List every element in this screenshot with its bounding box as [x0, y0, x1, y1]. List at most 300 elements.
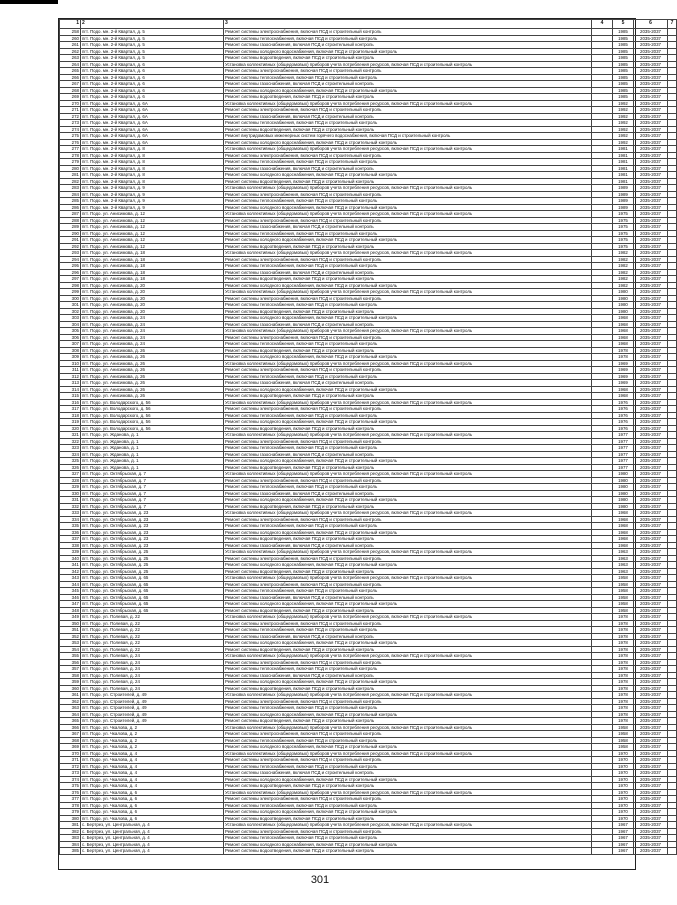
- year-cell: 1963: [613, 555, 634, 562]
- work-description-cell: Ремонт системы электроснабжения, включая ПСД и строительный контроль: [224, 698, 592, 705]
- address-cell: пгт. Подо. ул. Чкалова, д. 4: [81, 783, 224, 790]
- period-cell: 2035-2037: [634, 750, 668, 757]
- row-number-cell: 282: [60, 178, 81, 185]
- address-cell: с. Бертрез, ул. Центральная, д. 4: [81, 835, 224, 842]
- row-number-cell: 311: [60, 367, 81, 374]
- year-cell: 1958: [613, 724, 634, 731]
- year-cell: 1985: [613, 81, 634, 88]
- period-cell: 2035-2037: [634, 477, 668, 484]
- period-cell: 2035-2037: [634, 198, 668, 205]
- year-cell: 1982: [613, 269, 634, 276]
- period-cell: 2035-2037: [634, 126, 668, 133]
- address-cell: пгт. Подо. ул. Чкалова, д. 4: [81, 750, 224, 757]
- row-number-cell: 352: [60, 633, 81, 640]
- period-cell: 2035-2037: [634, 698, 668, 705]
- row-number-cell: 315: [60, 393, 81, 400]
- row-number-cell: 281: [60, 172, 81, 179]
- address-cell: пгт. Подо. ул. Октябрьская, д. 25: [81, 562, 224, 569]
- work-description-cell: Ремонт системы теплоснабжения, включая ПСД и строительный контроль: [224, 263, 592, 270]
- row-number-cell: 343: [60, 575, 81, 582]
- period-cell: 2035-2037: [634, 445, 668, 452]
- period-cell: 2035-2037: [634, 295, 668, 302]
- work-description-cell: Ремонт системы электроснабжения, включая ПСД и строительный контроль: [224, 29, 592, 36]
- work-description-cell: Ремонт системы водоотведения, включая ПСД и строительный контроль: [224, 308, 592, 315]
- row-number-cell: 357: [60, 666, 81, 673]
- header-col-3: 3: [224, 20, 592, 29]
- year-cell: 1967: [613, 822, 634, 829]
- period-cell: 2035-2037: [634, 55, 668, 62]
- address-cell: пгт. Подо. мн. 2-й Квартал, д. 9: [81, 185, 224, 192]
- period-cell: 2035-2037: [634, 451, 668, 458]
- address-cell: пгт. Подо. ул. Октябрьская, д. 7: [81, 484, 224, 491]
- address-cell: пгт. Подо. мн. 2-й Квартал, д. 6: [81, 87, 224, 94]
- year-cell: 1989: [613, 204, 634, 211]
- address-cell: пгт. Подо. ул. Анисимова, д. 12: [81, 243, 224, 250]
- period-cell: 2035-2037: [634, 594, 668, 601]
- address-cell: пгт. Подо. ул. Чкалова, д. 6: [81, 809, 224, 816]
- period-cell: 2035-2037: [634, 256, 668, 263]
- year-cell: 1958: [613, 594, 634, 601]
- row-number-cell: 263: [60, 55, 81, 62]
- row-number-cell: 285: [60, 198, 81, 205]
- year-cell: 1958: [613, 588, 634, 595]
- address-cell: пгт. Подо. ул. Жданова, д. 1: [81, 438, 224, 445]
- year-cell: 1978: [613, 718, 634, 725]
- row-number-cell: 298: [60, 282, 81, 289]
- row-number-cell: 331: [60, 497, 81, 504]
- work-description-cell: Ремонт системы электроснабжения, включая ПСД и строительный контроль: [224, 191, 592, 198]
- work-description-cell: Ремонт системы электроснабжения, включая ПСД и строительный контроль: [224, 295, 592, 302]
- year-cell: 1992: [613, 139, 634, 146]
- work-description-cell: Ремонт системы теплоснабжения, включая ПСД и строительный контроль: [224, 484, 592, 491]
- work-description-cell: Ремонт системы газоснабжения, включая ПСД и строительный контроль: [224, 321, 592, 328]
- period-cell: 2035-2037: [634, 432, 668, 439]
- period-cell: 2035-2037: [634, 627, 668, 634]
- row-number-cell: 350: [60, 620, 81, 627]
- year-cell: 1968: [613, 542, 634, 549]
- period-cell: 2035-2037: [634, 614, 668, 621]
- period-cell: 2035-2037: [634, 61, 668, 68]
- row-number-cell: 367: [60, 731, 81, 738]
- work-description-cell: Ремонт системы теплоснабжения, включая ПСД и строительный контроль: [224, 737, 592, 744]
- year-cell: 1968: [613, 523, 634, 530]
- address-cell: пгт. Подо. ул. Полевая, д. 22: [81, 633, 224, 640]
- address-cell: пгт. Подо. мн. 2-й Квартал, д. 8: [81, 165, 224, 172]
- row-number-cell: 308: [60, 347, 81, 354]
- work-description-cell: Установка коллективных (общедомовых) приборов учета потребления ресурсов, включая ПСД и строительный контроль: [224, 146, 592, 153]
- year-cell: 1978: [613, 666, 634, 673]
- address-cell: пгт. Подо. ул. Жданова, д. 1: [81, 432, 224, 439]
- period-cell: 2035-2037: [634, 308, 668, 315]
- period-cell: 2035-2037: [634, 588, 668, 595]
- period-cell: 2035-2037: [634, 230, 668, 237]
- period-cell: 2035-2037: [634, 178, 668, 185]
- row-number-cell: 280: [60, 165, 81, 172]
- year-cell: 1982: [613, 250, 634, 257]
- year-cell: 1978: [613, 679, 634, 686]
- row-number-cell: 312: [60, 373, 81, 380]
- work-description-cell: Ремонт системы холодного водоснабжения, включая ПСД и строительный контроль: [224, 172, 592, 179]
- address-cell: пгт. Подо. ул. Анисимова, д. 12: [81, 230, 224, 237]
- address-cell: пгт. Подо. ул. Полевая, д. 24: [81, 666, 224, 673]
- row-number-cell: 313: [60, 380, 81, 387]
- period-cell: 2035-2037: [634, 822, 668, 829]
- address-cell: пгт. Подо. мн. 2-й Квартал, д. 6А: [81, 139, 224, 146]
- work-description-cell: Ремонт системы теплоснабжения, включая ПСД и строительный контроль: [224, 705, 592, 712]
- work-description-cell: Ремонт системы водоотведения, включая ПСД и строительный контроль: [224, 178, 592, 185]
- row-number-cell: 307: [60, 341, 81, 348]
- address-cell: пгт. Подо. ул. Чкалова, д. 2: [81, 744, 224, 751]
- row-number-cell: 287: [60, 211, 81, 218]
- year-cell: 1978: [613, 620, 634, 627]
- period-cell: 2035-2037: [634, 100, 668, 107]
- year-cell: 1970: [613, 815, 634, 822]
- period-cell: 2035-2037: [634, 211, 668, 218]
- period-cell: 2035-2037: [634, 815, 668, 822]
- row-number-cell: 359: [60, 679, 81, 686]
- row-number-cell: 320: [60, 425, 81, 432]
- row-number-cell: 277: [60, 146, 81, 153]
- table-row: [60, 848, 677, 855]
- work-description-cell: Ремонт системы электроснабжения, включая ПСД и строительный контроль: [224, 477, 592, 484]
- period-cell: 2035-2037: [634, 328, 668, 335]
- row-number-cell: 347: [60, 601, 81, 608]
- work-description-cell: Ремонт системы холодного водоснабжения, включая ПСД и строительный контроль: [224, 48, 592, 55]
- header-col-4: 4: [592, 20, 613, 29]
- row-number-cell: 325: [60, 458, 81, 465]
- address-cell: пгт. Подо. ул. Полевая, д. 22: [81, 614, 224, 621]
- year-cell: 1980: [613, 490, 634, 497]
- period-cell: 2035-2037: [634, 29, 668, 36]
- row-number-cell: 333: [60, 510, 81, 517]
- year-cell: 1978: [613, 653, 634, 660]
- work-description-cell: Ремонт системы газоснабжения, включая ПСД и строительный контроль: [224, 42, 592, 49]
- period-cell: 2035-2037: [634, 289, 668, 296]
- address-cell: пгт. Подо. ул. Чкалова, д. 2: [81, 724, 224, 731]
- year-cell: 1980: [613, 302, 634, 309]
- period-cell: 2035-2037: [634, 464, 668, 471]
- work-description-cell: Ремонт системы теплоснабжения, включая ПСД и строительный контроль: [224, 666, 592, 673]
- period-cell: 2035-2037: [634, 113, 668, 120]
- row-number-cell: 302: [60, 308, 81, 315]
- period-cell: 2035-2037: [634, 321, 668, 328]
- year-cell: 1985: [613, 29, 634, 36]
- address-cell: пгт. Подо. мн. 2-й Квартал, д. 5: [81, 35, 224, 42]
- year-cell: 1958: [613, 744, 634, 751]
- year-cell: 1975: [613, 230, 634, 237]
- work-description-cell: Ремонт системы электроснабжения, включая ПСД и строительный контроль: [224, 796, 592, 803]
- year-cell: 1992: [613, 120, 634, 127]
- row-number-cell: 335: [60, 523, 81, 530]
- year-cell: 1958: [613, 575, 634, 582]
- address-cell: пгт. Подо. ул. Полевая, д. 24: [81, 679, 224, 686]
- address-cell: пгт. Подо. ул. Чкалова, д. 4: [81, 763, 224, 770]
- year-cell: 1976: [613, 419, 634, 426]
- period-cell: 2035-2037: [634, 679, 668, 686]
- work-description-cell: Установка коллективных (общедомовых) приборов учета потребления ресурсов, включая ПСД и строительный контроль: [224, 789, 592, 796]
- address-cell: пгт. Подо. ул. Чкалова, д. 6: [81, 815, 224, 822]
- address-cell: пгт. Подо. ул. Жданова, д. 1: [81, 458, 224, 465]
- year-cell: 1980: [613, 295, 634, 302]
- address-cell: пгт. Подо. ул. Октябрьская, д. 7: [81, 490, 224, 497]
- period-cell: 2035-2037: [634, 159, 668, 166]
- year-cell: 1970: [613, 750, 634, 757]
- work-description-cell: Ремонт системы газоснабжения, включая ПСД и строительный контроль: [224, 672, 592, 679]
- row-number-cell: 265: [60, 68, 81, 75]
- year-cell: 1978: [613, 698, 634, 705]
- year-cell: 1989: [613, 185, 634, 192]
- address-cell: пгт. Подо. мн. 2-й Квартал, д. 9: [81, 204, 224, 211]
- address-cell: пгт. Подо. ул. Октябрьская, д. 23: [81, 523, 224, 530]
- year-cell: 1958: [613, 581, 634, 588]
- work-description-cell: Установка коллективных (общедомовых) приборов учета потребления ресурсов, включая ПСД и строительный контроль: [224, 549, 592, 556]
- row-number-cell: 319: [60, 419, 81, 426]
- period-cell: 2035-2037: [634, 243, 668, 250]
- row-number-cell: 381: [60, 822, 81, 829]
- year-cell: 1977: [613, 458, 634, 465]
- row-number-cell: 384: [60, 841, 81, 848]
- year-cell: 1967: [613, 828, 634, 835]
- year-cell: 1970: [613, 789, 634, 796]
- address-cell: пгт. Подо. ул. Октябрьская, д. 65: [81, 594, 224, 601]
- year-cell: 1989: [613, 198, 634, 205]
- address-cell: пгт. Подо. ул. Октябрьская, д. 23: [81, 516, 224, 523]
- address-cell: пгт. Подо. ул. Полевая, д. 22: [81, 646, 224, 653]
- period-cell: 2035-2037: [634, 373, 668, 380]
- work-description-cell: Ремонт системы электроснабжения, включая ПСД и строительный контроль: [224, 367, 592, 374]
- year-cell: 1958: [613, 731, 634, 738]
- work-description-cell: Ремонт системы водоотведения, включая ПСД и строительный контроль: [224, 393, 592, 400]
- work-description-cell: Ремонт системы холодного водоснабжения, включая ПСД и строительный контроль: [224, 315, 592, 322]
- work-description-cell: Ремонт системы водоотведения, включая ПСД и строительный контроль: [224, 425, 592, 432]
- year-cell: 1967: [613, 841, 634, 848]
- year-cell: 1980: [613, 484, 634, 491]
- address-cell: пгт. Подо. ул. Анисимова, д. 18: [81, 276, 224, 283]
- address-cell: пгт. Подо. ул. Анисимова, д. 20: [81, 282, 224, 289]
- period-cell: 2035-2037: [634, 360, 668, 367]
- address-cell: пгт. Подо. мн. 2-й Квартал, д. 6: [81, 68, 224, 75]
- row-number-cell: 369: [60, 744, 81, 751]
- address-cell: пгт. Подо. ул. Октябрьская, д. 65: [81, 575, 224, 582]
- year-cell: 1985: [613, 74, 634, 81]
- work-description-cell: Ремонт системы водоотведения, включая ПСД и строительный контроль: [224, 536, 592, 543]
- period-cell: 2035-2037: [634, 399, 668, 406]
- year-cell: 1980: [613, 503, 634, 510]
- period-cell: 2035-2037: [634, 250, 668, 257]
- year-cell: 1980: [613, 497, 634, 504]
- work-description-cell: Ремонт системы газоснабжения, включая ПСД и строительный контроль: [224, 490, 592, 497]
- year-cell: 1963: [613, 549, 634, 556]
- period-cell: 2035-2037: [634, 412, 668, 419]
- address-cell: пгт. Подо. мн. 2-й Квартал, д. 5: [81, 55, 224, 62]
- row-number-cell: 279: [60, 159, 81, 166]
- period-cell: 2035-2037: [634, 438, 668, 445]
- address-cell: пгт. Подо. ул. Анисимова, д. 12: [81, 217, 224, 224]
- work-description-cell: Установка коллективных (общедомовых) приборов учета потребления ресурсов, включая ПСД и строительный контроль: [224, 510, 592, 517]
- address-cell: пгт. Подо. ул. Полевая, д. 24: [81, 672, 224, 679]
- row-number-cell: 348: [60, 607, 81, 614]
- header-col-1: 1: [60, 20, 81, 29]
- work-description-cell: Установка коллективных (общедомовых) приборов учета потребления ресурсов, включая ПСД и строительный контроль: [224, 61, 592, 68]
- period-cell: 2035-2037: [634, 809, 668, 816]
- work-description-cell: Ремонт системы электроснабжения, включая ПСД и строительный контроль: [224, 334, 592, 341]
- row-number-cell: 291: [60, 237, 81, 244]
- row-number-cell: 353: [60, 640, 81, 647]
- work-description-cell: Ремонт системы холодного водоснабжения, включая ПСД и строительный контроль: [224, 282, 592, 289]
- address-cell: пгт. Подо. ул. Октябрьская, д. 25: [81, 555, 224, 562]
- address-cell: пгт. Подо. ул. Полевая, д. 22: [81, 640, 224, 647]
- address-cell: пгт. Подо. ул. Октябрьская, д. 65: [81, 601, 224, 608]
- address-cell: пгт. Подо. ул. Чкалова, д. 6: [81, 802, 224, 809]
- period-cell: 2035-2037: [634, 191, 668, 198]
- work-description-cell: Ремонт системы газоснабжения, включая ПСД и строительный контроль: [224, 594, 592, 601]
- address-cell: пгт. Подо. мн. 2-й Квартал, д. 8: [81, 146, 224, 153]
- address-cell: пгт. Подо. ул. Анисимова, д. 26: [81, 360, 224, 367]
- address-cell: пгт. Подо. ул. Анисимова, д. 26: [81, 380, 224, 387]
- work-description-cell: Ремонт системы водоотведения, включая ПСД и строительный контроль: [224, 276, 592, 283]
- period-cell: 2035-2037: [634, 510, 668, 517]
- work-description-cell: Ремонт системы электроснабжения, включая ПСД и строительный контроль: [224, 68, 592, 75]
- row-number-cell: 346: [60, 594, 81, 601]
- work-description-cell: Установка коллективных (общедомовых) приборов учета потребления ресурсов, включая ПСД и строительный контроль: [224, 399, 592, 406]
- table-header-row: [60, 20, 677, 29]
- row-number-cell: 269: [60, 94, 81, 101]
- year-cell: 1968: [613, 334, 634, 341]
- address-cell: пгт. Подо. ул. Жданова, д. 1: [81, 445, 224, 452]
- year-cell: 1970: [613, 770, 634, 777]
- period-cell: 2035-2037: [634, 471, 668, 478]
- address-cell: пгт. Подо. мн. 2-й Квартал, д. 6А: [81, 100, 224, 107]
- period-cell: 2035-2037: [634, 581, 668, 588]
- work-description-cell: Ремонт системы газоснабжения, включая ПСД и строительный контроль: [224, 770, 592, 777]
- row-number-cell: 356: [60, 659, 81, 666]
- work-description-cell: Установка коллективных (общедомовых) приборов учета потребления ресурсов, включая ПСД и строительный контроль: [224, 822, 592, 829]
- year-cell: 1985: [613, 48, 634, 55]
- work-description-cell: Ремонт системы теплоснабжения, включая ПСД и строительный контроль: [224, 802, 592, 809]
- work-description-cell: Ремонт системы электроснабжения, включая ПСД и строительный контроль: [224, 152, 592, 159]
- row-number-cell: 288: [60, 217, 81, 224]
- work-description-cell: Установка коллективных (общедомовых) приборов учета потребления ресурсов, включая ПСД и строительный контроль: [224, 750, 592, 757]
- period-cell: 2035-2037: [634, 334, 668, 341]
- year-cell: 1981: [613, 152, 634, 159]
- year-cell: 1970: [613, 757, 634, 764]
- year-cell: 1978: [613, 672, 634, 679]
- year-cell: 1970: [613, 796, 634, 803]
- address-cell: пгт. Подо. мн. 2-й Квартал, д. 5: [81, 48, 224, 55]
- row-number-cell: 340: [60, 555, 81, 562]
- period-cell: 2035-2037: [634, 425, 668, 432]
- year-cell: 1968: [613, 510, 634, 517]
- period-cell: 2035-2037: [634, 217, 668, 224]
- address-cell: пгт. Подо. ул. Октябрьская, д. 65: [81, 581, 224, 588]
- address-cell: пгт. Подо. ул. Анисимова, д. 12: [81, 224, 224, 231]
- year-cell: 1968: [613, 321, 634, 328]
- row-number-cell: 322: [60, 438, 81, 445]
- work-description-cell: Ремонт внутридомовых инженерных систем горячего водоснабжения, включая ПСД и строительный контроль: [224, 133, 592, 140]
- year-cell: 1989: [613, 191, 634, 198]
- year-cell: 1970: [613, 809, 634, 816]
- address-cell: пгт. Подо. ул. Анисимова, д. 24: [81, 315, 224, 322]
- row-number-cell: 292: [60, 243, 81, 250]
- row-number-cell: 364: [60, 711, 81, 718]
- address-cell: пгт. Подо. ул. Чкалова, д. 6: [81, 789, 224, 796]
- year-cell: 1976: [613, 425, 634, 432]
- work-description-cell: Ремонт системы водоотведения, включая ПСД и строительный контроль: [224, 55, 592, 62]
- work-description-cell: Ремонт системы теплоснабжения, включая ПСД и строительный контроль: [224, 445, 592, 452]
- address-cell: пгт. Подо. мн. 2-й Квартал, д. 6А: [81, 126, 224, 133]
- year-cell: 1970: [613, 802, 634, 809]
- address-cell: пгт. Подо. мн. 2-й Квартал, д. 6: [81, 81, 224, 88]
- year-cell: 1977: [613, 438, 634, 445]
- period-cell: 2035-2037: [634, 841, 668, 848]
- row-number-cell: 329: [60, 484, 81, 491]
- work-description-cell: Установка коллективных (общедомовых) приборов учета потребления ресурсов, включая ПСД и строительный контроль: [224, 328, 592, 335]
- address-cell: пгт. Подо. ул. Чкалова, д. 4: [81, 770, 224, 777]
- work-description-cell: Ремонт системы холодного водоснабжения, включая ПСД и строительный контроль: [224, 386, 592, 393]
- year-cell: 1985: [613, 68, 634, 75]
- year-cell: 1977: [613, 445, 634, 452]
- address-cell: с. Бертрез, ул. Центральная, д. 4: [81, 828, 224, 835]
- period-cell: 2035-2037: [634, 575, 668, 582]
- work-description-cell: Ремонт системы газоснабжения, включая ПСД и строительный контроль: [224, 224, 592, 231]
- work-description-cell: Ремонт системы электроснабжения, включая ПСД и строительный контроль: [224, 581, 592, 588]
- year-cell: 1975: [613, 237, 634, 244]
- address-cell: пгт. Подо. ул. Анисимова, д. 20: [81, 308, 224, 315]
- address-cell: пгт. Подо. ул. Жданова, д. 1: [81, 464, 224, 471]
- period-cell: 2035-2037: [634, 659, 668, 666]
- year-cell: 1980: [613, 477, 634, 484]
- address-cell: пгт. Подо. мн. 2-й Квартал, д. 6А: [81, 133, 224, 140]
- year-cell: 1982: [613, 256, 634, 263]
- period-cell: 2035-2037: [634, 601, 668, 608]
- row-number-cell: 349: [60, 614, 81, 621]
- period-cell: 2035-2037: [634, 354, 668, 361]
- address-cell: пгт. Подо. ул. Анисимова, д. 26: [81, 354, 224, 361]
- address-cell: пгт. Подо. ул. Анисимова, д. 18: [81, 250, 224, 257]
- period-cell: 2035-2037: [634, 666, 668, 673]
- period-cell: 2035-2037: [634, 789, 668, 796]
- row-number-cell: 351: [60, 627, 81, 634]
- year-cell: 1958: [613, 737, 634, 744]
- address-cell: пгт. Подо. мн. 2-й Квартал, д. 8: [81, 152, 224, 159]
- period-cell: 2035-2037: [634, 269, 668, 276]
- work-description-cell: Ремонт системы теплоснабжения, включая ПСД и строительный контроль: [224, 373, 592, 380]
- address-cell: пгт. Подо. ул. Октябрьская, д. 23: [81, 529, 224, 536]
- address-cell: пгт. Подо. ул. Анисимова, д. 24: [81, 341, 224, 348]
- work-description-cell: Ремонт системы газоснабжения, включая ПСД и строительный контроль: [224, 165, 592, 172]
- row-number-cell: 258: [60, 29, 81, 36]
- row-number-cell: 310: [60, 360, 81, 367]
- period-cell: 2035-2037: [634, 692, 668, 699]
- period-cell: 2035-2037: [634, 406, 668, 413]
- row-number-cell: 371: [60, 757, 81, 764]
- row-number-cell: 334: [60, 516, 81, 523]
- year-cell: 1977: [613, 432, 634, 439]
- year-cell: 1969: [613, 360, 634, 367]
- row-number-cell: 270: [60, 100, 81, 107]
- row-number-cell: 294: [60, 256, 81, 263]
- year-cell: 1982: [613, 276, 634, 283]
- period-cell: 2035-2037: [634, 276, 668, 283]
- period-cell: 2035-2037: [634, 484, 668, 491]
- row-number-cell: 323: [60, 445, 81, 452]
- period-cell: 2035-2037: [634, 35, 668, 42]
- address-cell: пгт. Подо. ул. Анисимова, д. 12: [81, 211, 224, 218]
- work-description-cell: Ремонт системы водоотведения, включая ПСД и строительный контроль: [224, 243, 592, 250]
- work-description-cell: Ремонт системы водоотведения, включая ПСД и строительный контроль: [224, 783, 592, 790]
- work-description-cell: Ремонт системы холодного водоснабжения, включая ПСД и строительный контроль: [224, 87, 592, 94]
- year-cell: 1969: [613, 367, 634, 374]
